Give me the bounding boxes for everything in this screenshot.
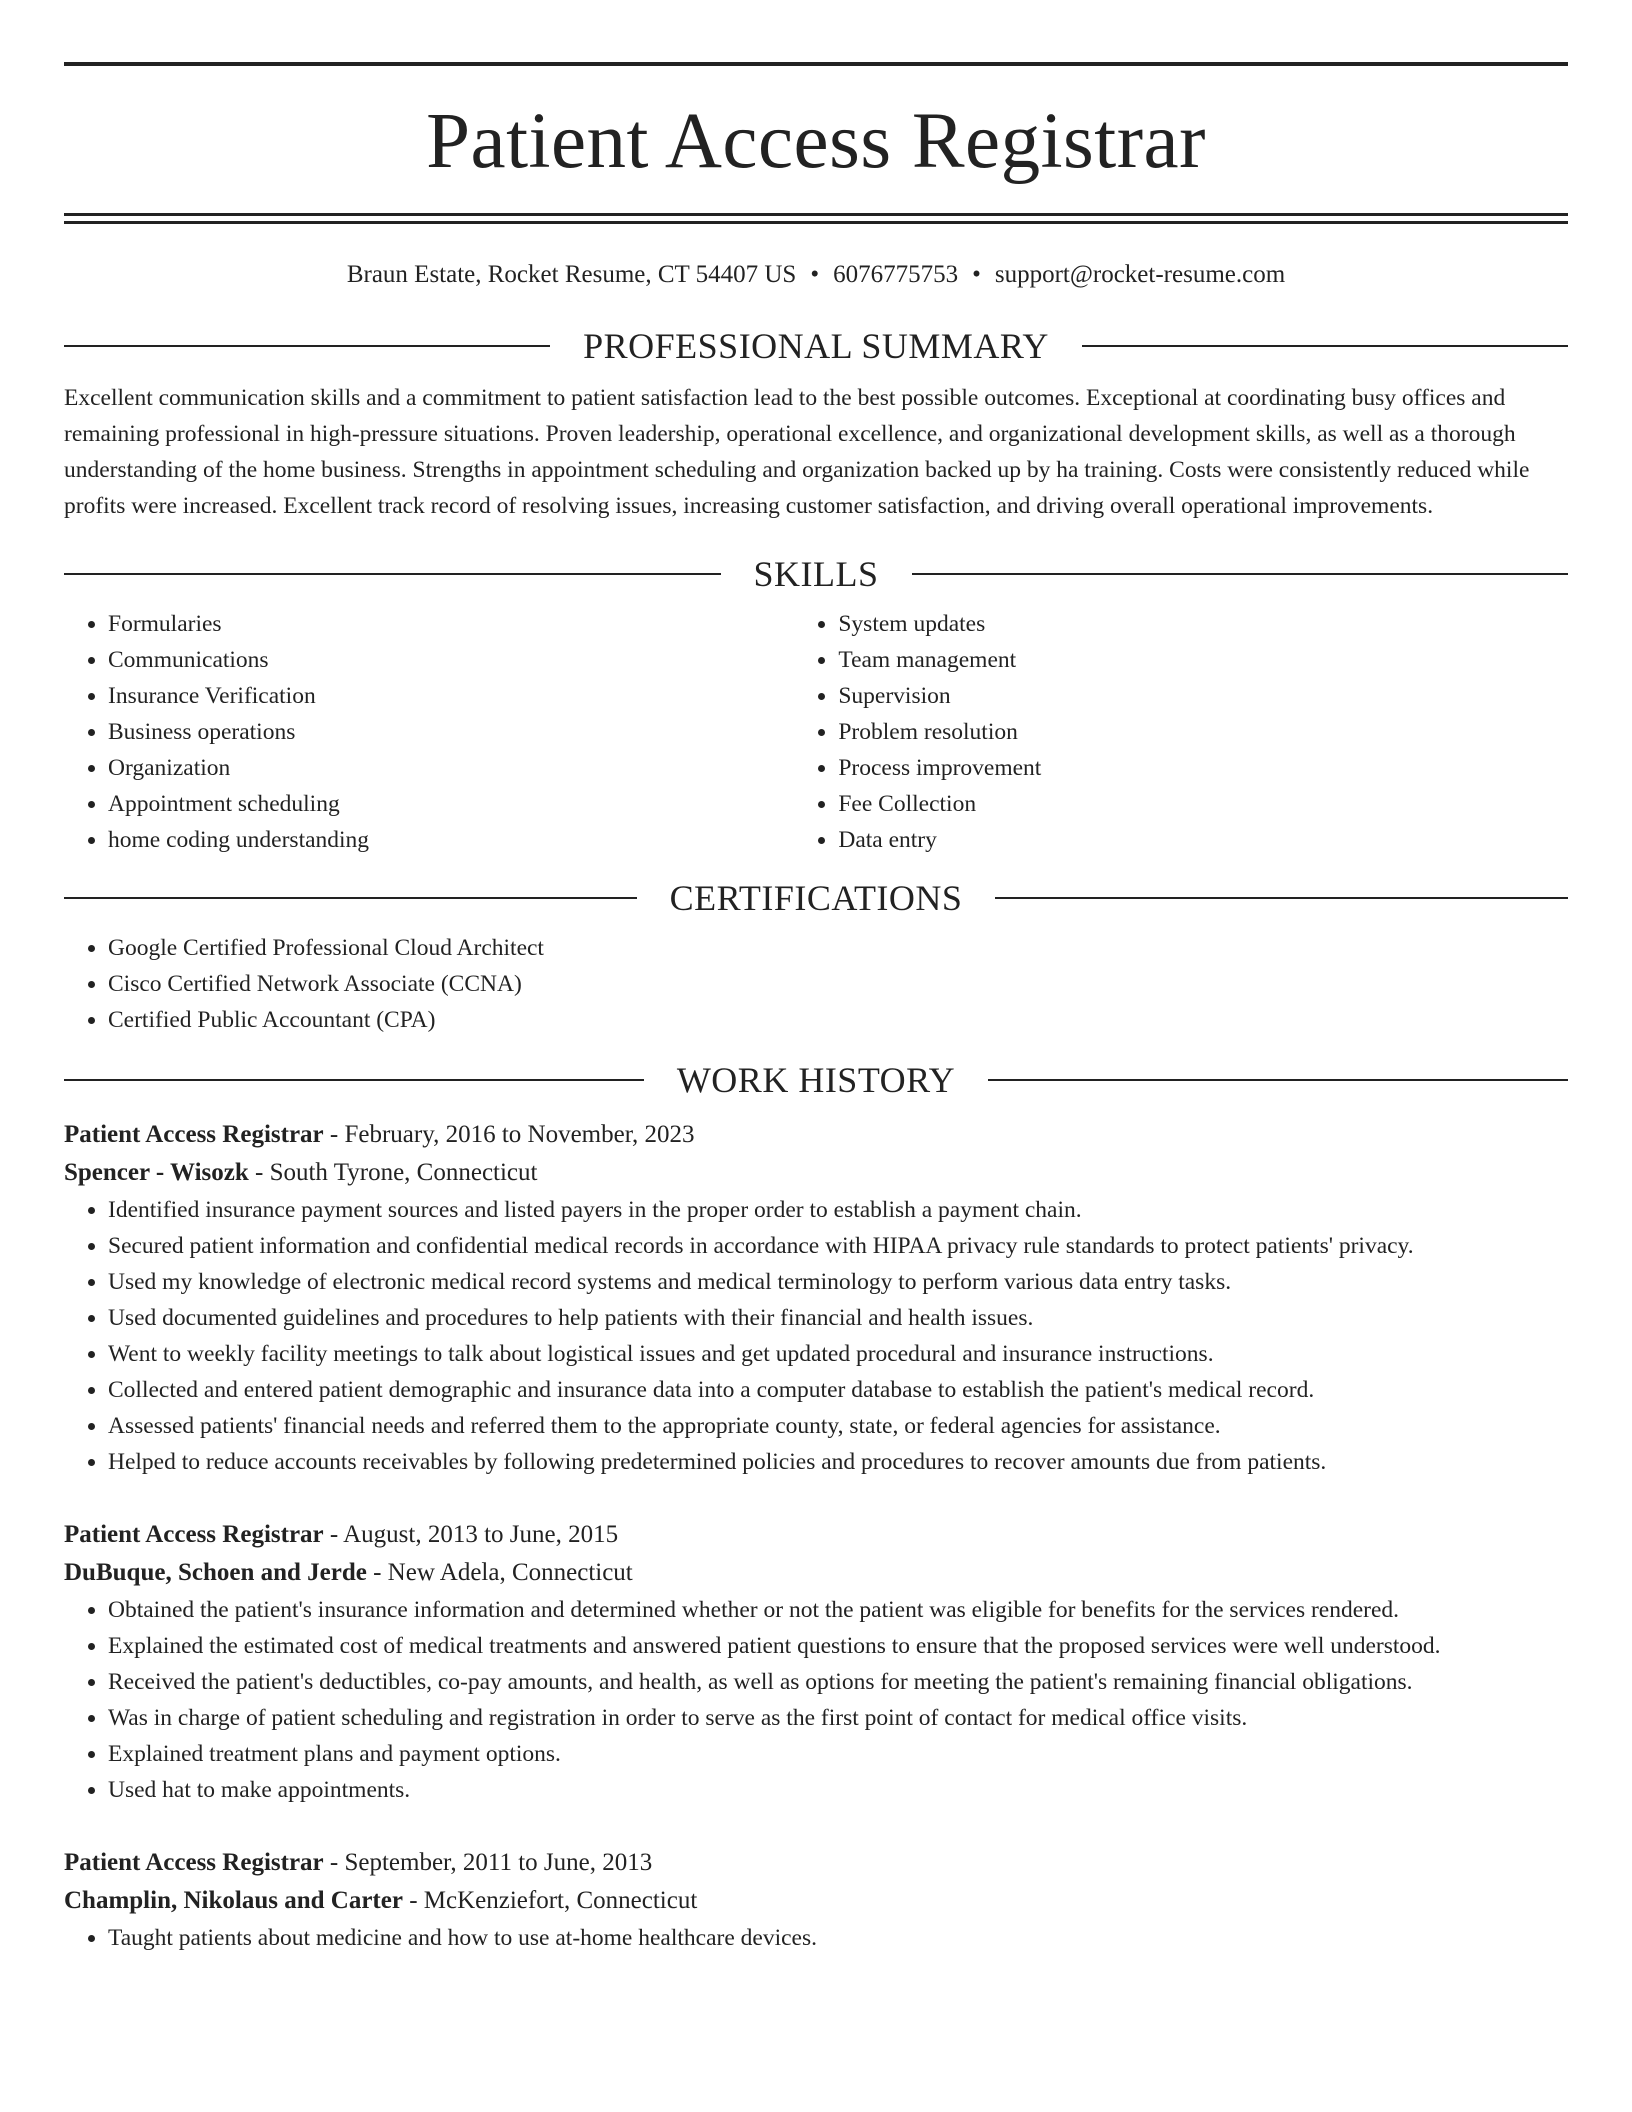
- certification-item: • Cisco Certified Network Associate (CCNA): [108, 966, 1568, 1002]
- certification-item: • Google Certified Professional Cloud Architect: [108, 930, 1568, 966]
- job-bullets: [64, 1592, 1568, 1808]
- job-bullet: • Used my knowledge of electronic medical record systems and medical terminology to perform various data entry tasks.: [108, 1264, 1568, 1300]
- skill-item: • Supervision: [838, 678, 1568, 714]
- job-company-line: [64, 1554, 1568, 1592]
- job-bullet: • Received the patient's deductibles, co-pay amounts, and health, as well as options for meeting the patient's remaining financial obligations.: [108, 1664, 1568, 1700]
- skill-item: • Fee Collection: [838, 786, 1568, 822]
- job-bullet: • Secured patient information and confidential medical records in accordance with HIPAA privacy rule standards to protect patients' privacy.: [108, 1228, 1568, 1264]
- job-company: Champlin, Nikolaus and Carter: [64, 1887, 403, 1914]
- skills-list-right: [794, 606, 1568, 858]
- certifications-list: [64, 930, 1568, 1038]
- skill-item: • Business operations: [108, 714, 794, 750]
- job-bullets: [64, 1192, 1568, 1480]
- job-entry: [64, 1116, 1568, 1480]
- contact-separator: •: [810, 261, 820, 288]
- heading-rule-right: [1082, 345, 1568, 347]
- skill-item: • Problem resolution: [838, 714, 1568, 750]
- job-bullets: [64, 1920, 1568, 1956]
- contact-separator: •: [972, 261, 981, 288]
- job-bullet: • Used hat to make appointments.: [108, 1772, 1568, 1808]
- job-dates: - August, 2013 to June, 2015: [323, 1521, 619, 1548]
- skill-item: • Formularies: [108, 606, 794, 642]
- skills-list-left: [64, 606, 794, 858]
- skill-item: • Communications: [108, 642, 794, 678]
- job-bullet: • Was in charge of patient scheduling and registration in order to serve as the first point of contact for medical office visits.: [108, 1700, 1568, 1736]
- skill-item: • Organization: [108, 750, 794, 786]
- skills-section-heading: [64, 556, 1568, 592]
- job-title: Patient Access Registrar: [64, 1849, 324, 1876]
- job-bullet: • Obtained the patient's insurance information and determined whether or not the patient was eligible for benefits for the services rendered.: [108, 1592, 1568, 1628]
- job-entry: [64, 1516, 1568, 1808]
- heading-rule-right: [995, 897, 1568, 899]
- contact-line: [64, 260, 1568, 290]
- job-bullet: • Went to weekly facility meetings to talk about logistical issues and get updated procedural and insurance instructions.: [108, 1336, 1568, 1372]
- job-entry: [64, 1844, 1568, 1956]
- job-dates: - February, 2016 to November, 2023: [323, 1121, 695, 1148]
- job-bullet: • Explained the estimated cost of medical treatments and answered patient questions to ensure that the proposed services were well understood.: [108, 1628, 1568, 1664]
- job-company: Spencer - Wisozk: [64, 1159, 249, 1186]
- job-title-line: [64, 1516, 1568, 1554]
- job-bullet: • Used documented guidelines and procedures to help patients with their financial and health issues.: [108, 1300, 1568, 1336]
- contact-address: Braun Estate, Rocket Resume, CT 54407 US: [346, 261, 797, 288]
- work-section-heading: [64, 1062, 1568, 1098]
- job-bullet: • Collected and entered patient demographic and insurance data into a computer database to establish the patient's medical record.: [108, 1372, 1568, 1408]
- job-location: - South Tyrone, Connecticut: [248, 1159, 538, 1186]
- skill-item: • Appointment scheduling: [108, 786, 794, 822]
- job-bullet: • Explained treatment plans and payment options.: [108, 1736, 1568, 1772]
- job-bullet: • Helped to reduce accounts receivables by following predetermined policies and procedures to recover amounts due from patients.: [108, 1444, 1568, 1480]
- job-title: Patient Access Registrar: [64, 1121, 324, 1148]
- skill-item: • Insurance Verification: [108, 678, 794, 714]
- resume-page: [64, 62, 1568, 1956]
- job-bullet: • Identified insurance payment sources and listed payers in the proper order to establish a payment chain.: [108, 1192, 1568, 1228]
- heading-rule-left: [64, 897, 637, 899]
- heading-rule-left: [64, 1079, 644, 1081]
- skill-item: • home coding understanding: [108, 822, 794, 858]
- skill-item: • System updates: [838, 606, 1568, 642]
- skills-columns: [64, 606, 1568, 858]
- job-title-line: [64, 1116, 1568, 1154]
- summary-heading: PROFESSIONAL SUMMARY: [583, 326, 1049, 366]
- job-company-line: [64, 1882, 1568, 1920]
- job-location: - McKenziefort, Connecticut: [402, 1887, 698, 1914]
- job-bullet: • Assessed patients' financial needs and referred them to the appropriate county, state, or federal agencies for assistance.: [108, 1408, 1568, 1444]
- certifications-section-heading: [64, 880, 1568, 916]
- job-company-line: [64, 1154, 1568, 1192]
- heading-rule-right: [988, 1079, 1568, 1081]
- work-heading: WORK HISTORY: [676, 1060, 956, 1100]
- certification-item: • Certified Public Accountant (CPA): [108, 1002, 1568, 1038]
- job-dates: - September, 2011 to June, 2013: [323, 1849, 653, 1876]
- contact-email: support@rocket-resume.com: [994, 261, 1286, 288]
- job-title-line: [64, 1844, 1568, 1882]
- contact-phone: 6076775753: [833, 261, 959, 288]
- summary-section-heading: [64, 328, 1568, 364]
- resume-title: Patient Access Registrar: [426, 98, 1206, 185]
- job-location: - New Adela, Connecticut: [366, 1559, 633, 1586]
- heading-rule-left: [64, 573, 721, 575]
- skill-item: • Team management: [838, 642, 1568, 678]
- job-bullet: • Taught patients about medicine and how to use at-home healthcare devices.: [108, 1920, 1568, 1956]
- skill-item: • Process improvement: [838, 750, 1568, 786]
- skill-item: • Data entry: [838, 822, 1568, 858]
- top-rule: [64, 62, 1568, 66]
- heading-rule-right: [912, 573, 1569, 575]
- heading-rule-left: [64, 345, 550, 347]
- job-company: DuBuque, Schoen and Jerde: [64, 1559, 367, 1586]
- summary-text: Excellent communication skills and a commitment to patient satisfaction lead to the best possible outcomes. Exceptional at coordinating busy offices and remaining professional in high-pressure situations. Proven leadership, operational excellence, and organizational development skills, as well as a thorough understanding of the home business. Strengths in appointment scheduling and organization backed up by ha training. Costs were consistently reduced while profits were increased. Excellent track record of resolving issues, increasing customer satisfaction, and driving overall operational improvements.: [64, 385, 1530, 519]
- certifications-heading: CERTIFICATIONS: [669, 878, 963, 918]
- job-title: Patient Access Registrar: [64, 1521, 324, 1548]
- skills-heading: SKILLS: [753, 554, 879, 594]
- double-rule: [64, 213, 1568, 224]
